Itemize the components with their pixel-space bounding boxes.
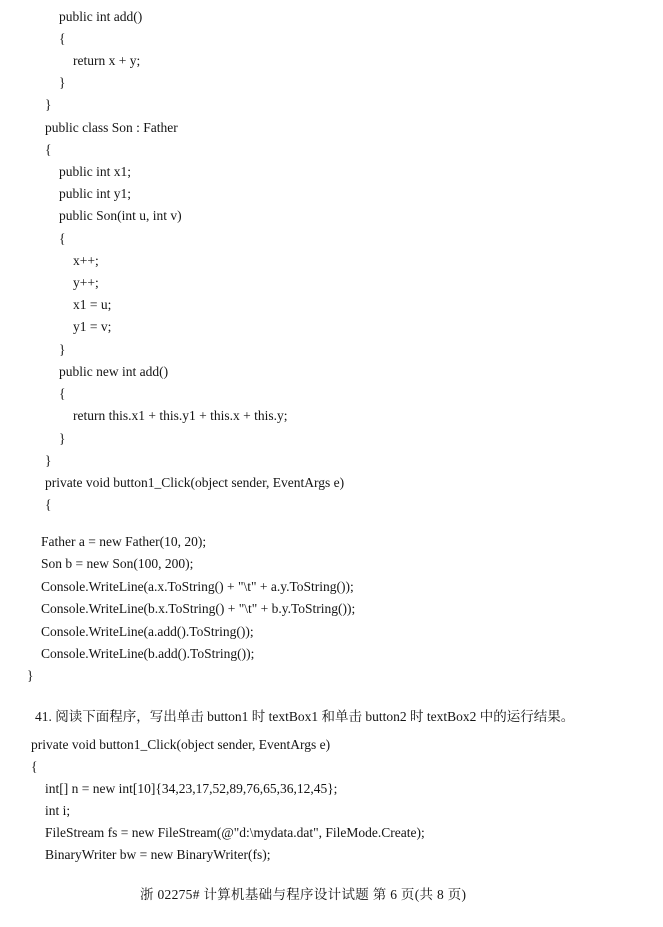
code-line: FileStream fs = new FileStream(@"d:\mydata.dat", FileMode.Create);	[45, 825, 425, 840]
code-line: public Son(int u, int v)	[59, 208, 182, 223]
code-line: public int x1;	[59, 164, 131, 179]
code-line: }	[45, 97, 52, 112]
code-line: {	[59, 31, 66, 46]
code-line: x1 = u;	[73, 297, 112, 312]
code-line: private void button1_Click(object sender, EventArgs e)	[45, 475, 345, 490]
code-line: int[] n = new int[10]{34,23,17,52,89,76,65,36,12,45};	[45, 781, 338, 796]
code-line: }	[27, 668, 34, 683]
code-line: return this.x1 + this.y1 + this.x + this.y;	[73, 408, 288, 423]
code-line: Console.WriteLine(a.add().ToString());	[41, 624, 254, 639]
question-text: 阅读下面程序，写出单击 button1 时 textBox1 和单击 button2 时 textBox2 中的运行结果。	[55, 709, 575, 724]
code-line: Console.WriteLine(b.add().ToString());	[41, 646, 255, 661]
code-line: int i;	[45, 803, 71, 818]
code-line: y++;	[73, 275, 99, 290]
code-line: public new int add()	[59, 364, 169, 379]
page-footer: 浙 02275# 计算机基础与程序设计试题 第 6 页(共 8 页)	[140, 887, 467, 902]
code-line: return x + y;	[73, 53, 141, 68]
code-line: }	[59, 342, 66, 357]
code-line: }	[59, 75, 66, 90]
code-line: BinaryWriter bw = new BinaryWriter(fs);	[45, 847, 271, 862]
code-line: private void button1_Click(object sender, EventArgs e)	[31, 737, 331, 752]
question-41	[35, 709, 574, 725]
code-line: Father a = new Father(10, 20);	[41, 534, 207, 549]
code-line: {	[45, 142, 52, 157]
code-line: {	[45, 497, 52, 512]
code-line: {	[59, 386, 66, 401]
code-line: {	[31, 759, 38, 774]
code-line: }	[59, 431, 66, 446]
code-line: x++;	[73, 253, 99, 268]
code-line: }	[45, 453, 52, 468]
code-line: public int y1;	[59, 186, 131, 201]
code-line: Console.WriteLine(a.x.ToString() + "\t" + a.y.ToString());	[41, 579, 354, 594]
code-line: {	[59, 231, 66, 246]
code-line: Son b = new Son(100, 200);	[41, 556, 194, 571]
question-number: 41.	[35, 709, 52, 724]
code-line: Console.WriteLine(b.x.ToString() + "\t" + b.y.ToString());	[41, 601, 356, 616]
code-line: public class Son : Father	[45, 120, 178, 135]
code-line: y1 = v;	[73, 319, 112, 334]
code-line: public int add()	[59, 9, 143, 24]
